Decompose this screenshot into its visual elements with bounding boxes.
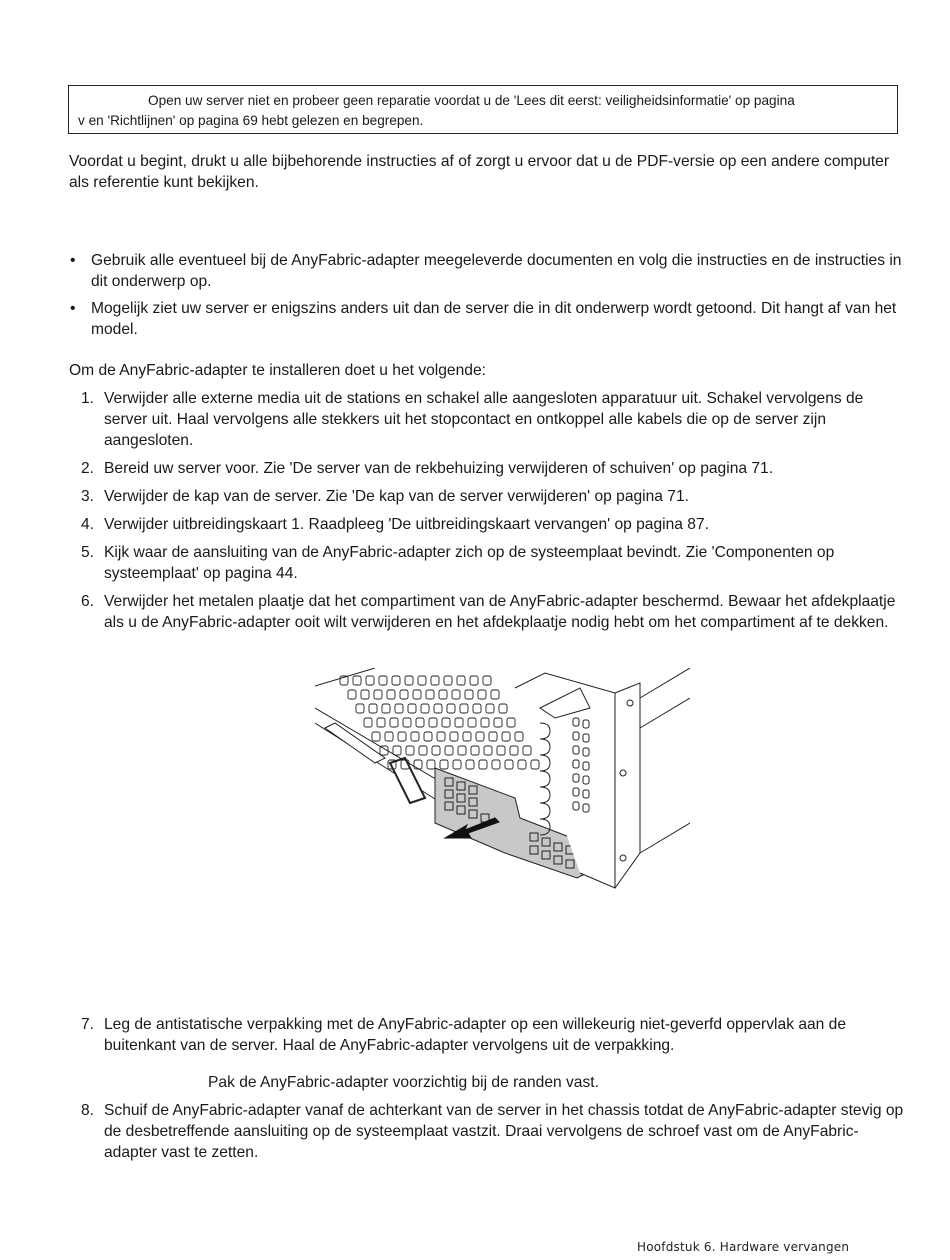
- step-item: 8. Schuif de AnyFabric-adapter vanaf de achterkant van de server in het chassis totdat de AnyFabric-adapter stevig op de desbetreffende aansluiting op de systeemplaat vastzit. Draai vervolgens de schroef vast om de AnyFabric-adapter vast te zetten.: [81, 1102, 904, 1161]
- attention-notice: [68, 85, 898, 134]
- bullet-item: • Mogelijk ziet uw server er enigszins anders uit dan de server die in dit onderwerp wordt getoond. Dit hangt af van het model.: [70, 300, 897, 338]
- page-footer: Hoofdstuk 6. Hardware vervangen: [637, 1240, 850, 1254]
- steps-list-1-6: [69, 388, 909, 640]
- steps-list-7: [69, 1014, 909, 1063]
- procedure-intro: Om de AnyFabric-adapter te installeren doet u het volgende:: [69, 362, 486, 379]
- intro-paragraph: Voordat u begint, drukt u alle bijbehorende instructies af of zorgt u ervoor dat u de PDF-versie op een andere computer als referentie kunt bekijken.: [69, 153, 890, 191]
- step-item: 1. Verwijder alle externe media uit de stations en schakel alle aangesloten apparatuur uit. Schakel vervolgens de server uit. Haal vervolgens alle stekkers uit het stopcontact en ontkoppel alle kabels die op de server zijn aangesloten.: [81, 390, 864, 449]
- step-item: 3. Verwijder de kap van de server. Zie 'De kap van de server verwijderen' op pagina 71.: [81, 488, 689, 505]
- step-item: 4. Verwijder uitbreidingskaart 1. Raadpleeg 'De uitbreidingskaart vervangen' op pagina 87.: [81, 516, 709, 533]
- step-item: 2. Bereid uw server voor. Zie 'De server van de rekbehuizing verwijderen of schuiven' op pagina 71.: [81, 460, 774, 477]
- step-item: 5. Kijk waar de aansluiting van de AnyFabric-adapter zich op de systeemplaat bevindt. Zie 'Componenten op systeemplaat' op pagina 44.: [81, 544, 835, 582]
- steps-list-8: [69, 1100, 909, 1170]
- step-item: 7. Leg de antistatische verpakking met de AnyFabric-adapter op een willekeurig niet-geverfd oppervlak aan de buitenkant van de server. Haal de AnyFabric-adapter vervolgens uit de verpakking.: [81, 1016, 847, 1054]
- handling-note: Pak de AnyFabric-adapter voorzichtig bij de randen vast.: [208, 1074, 599, 1091]
- step-item: 6. Verwijder het metalen plaatje dat het compartiment van de AnyFabric-adapter beschermd. Bewaar het afdekplaatje als u de AnyFabric-adapter ooit wilt verwijderen en het afdekplaatje nodig hebt om het compartiment af te dekken.: [81, 593, 896, 631]
- notice-text-line1: Open uw server niet en probeer geen reparatie voordat u de 'Lees dit eerst: veiligheidsinformatie' op pagina: [148, 93, 795, 108]
- server-bracket-removal-illustration: [315, 668, 690, 893]
- notice-text-line2: v en 'Richtlijnen' op pagina 69 hebt gelezen en begrepen.: [78, 113, 424, 128]
- bullet-item: • Gebruik alle eventueel bij de AnyFabric-adapter meegeleverde documenten en volg die instructies en de instructies in dit onderwerp op.: [70, 252, 902, 290]
- bullet-list: [69, 250, 909, 346]
